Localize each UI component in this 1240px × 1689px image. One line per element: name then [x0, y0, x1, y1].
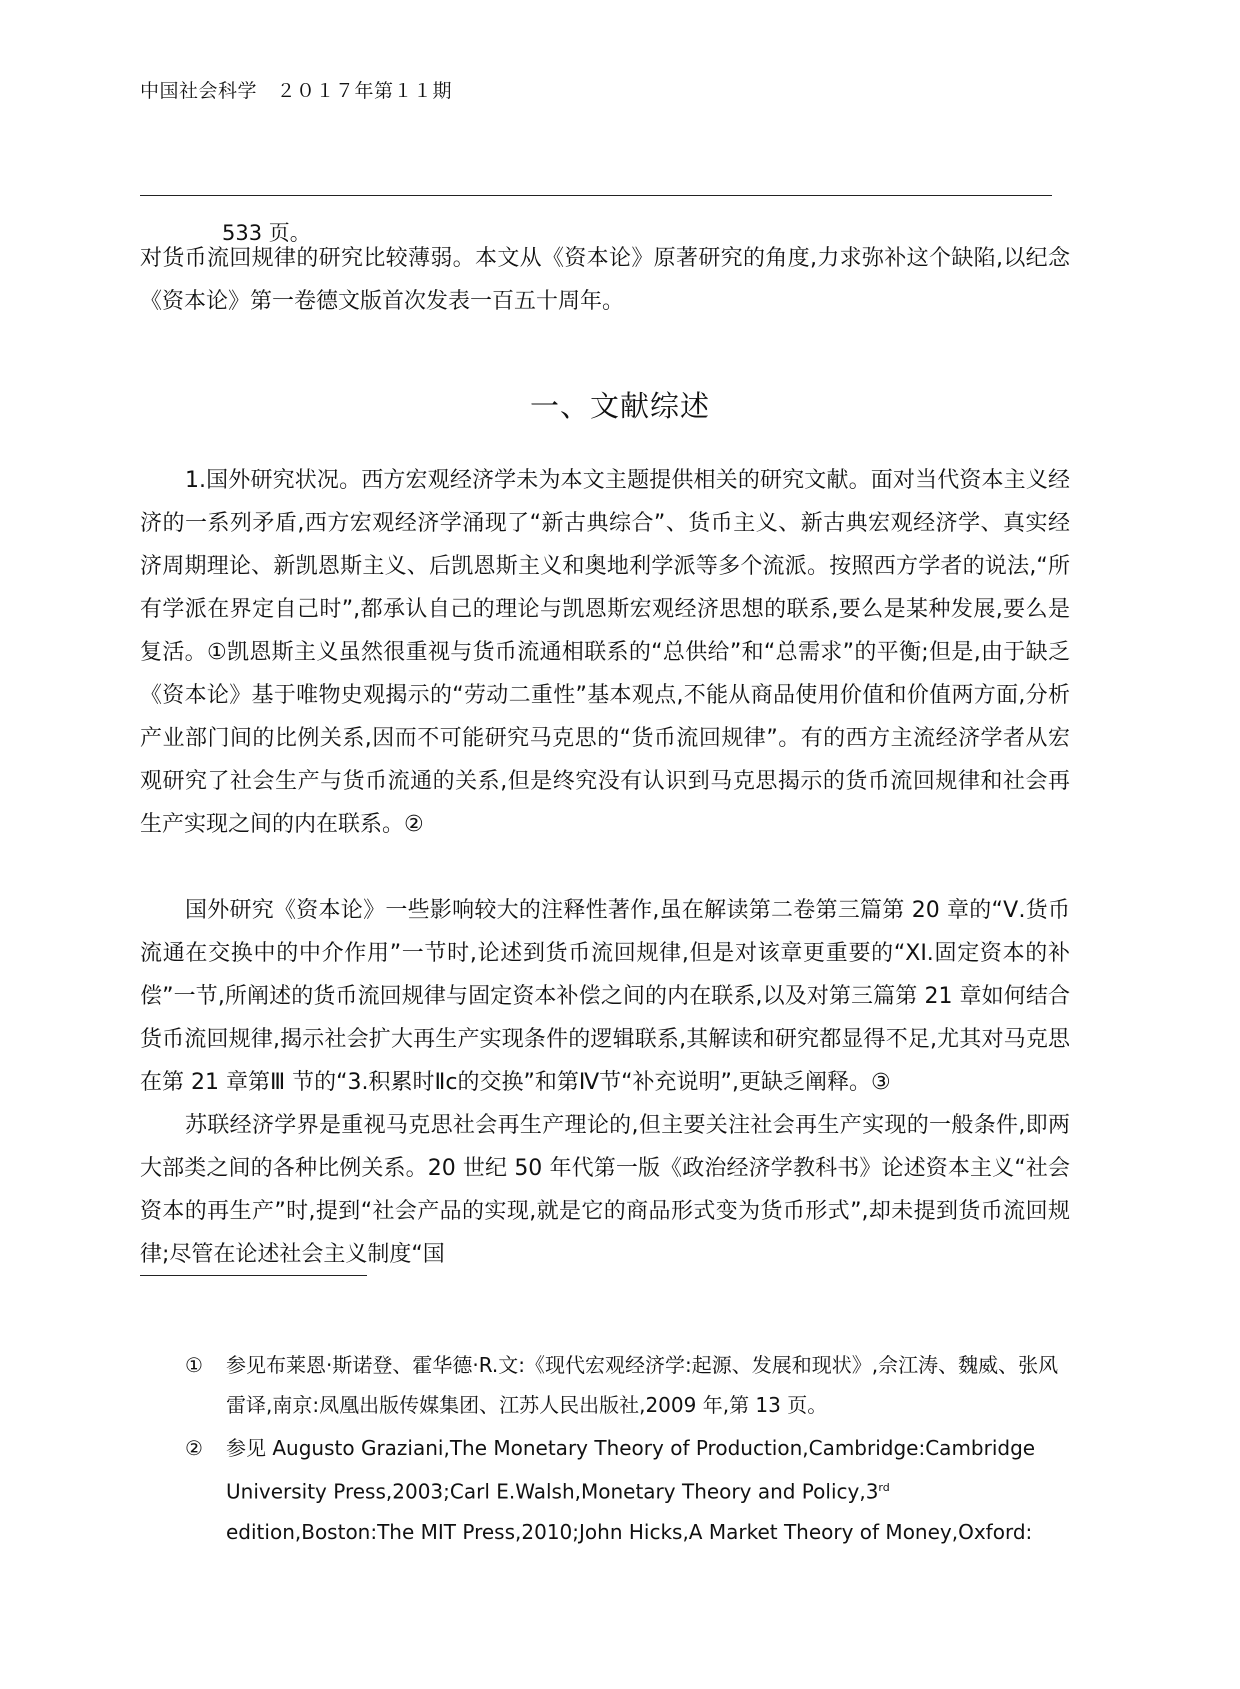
footnote-text: 参见布莱恩·斯诺登、霍华德·R.文:《现代宏观经济学:起源、发展和现状》,佘江涛、魏威、张风雷译,南京:凤凰出版传媒集团、江苏人民出版社,2009 年,第 13 页。 — [226, 1353, 1059, 1417]
body-paragraph: 苏联经济学界是重视马克思社会再生产理论的,但主要关注社会再生产实现的一般条件,即两大部类之间的各种比例关系。20 世纪 50 年代第一版《政治经济学教科书》论述资本主义“社会资本的再生产”时,提到“社会产品的实现,就是它的商品形式变为货币形式”,却未提到货币流回规律;尽管在论述社会主义制度“国 — [140, 1113, 1070, 1267]
section-heading: 一、文献综述 — [529, 389, 710, 423]
footnote-marker: ① — [185, 1353, 203, 1377]
footnote-text — [226, 1428, 1065, 1552]
footnote — [185, 1428, 1065, 1552]
intro-paragraph: 对货币流回规律的研究比较薄弱。本文从《资本论》原著研究的角度,力求弥补这个缺陷,以纪念《资本论》第一卷德文版首次发表一百五十周年。 — [140, 246, 1070, 314]
journal-header: 中国社会科学 ２０１７年第１１期 — [140, 80, 453, 102]
carryover-fragment: 533 页。 — [222, 221, 311, 245]
footnote-superscript: rd — [878, 1481, 890, 1494]
footnote-marker: ② — [185, 1436, 203, 1460]
footnote-rule — [140, 1275, 367, 1276]
footnote — [185, 1345, 1065, 1425]
body-paragraph: 1.国外研究状况。西方宏观经济学未为本文主题提供相关的研究文献。面对当代资本主义经济的一系列矛盾,西方宏观经济学涌现了“新古典综合”、货币主义、新古典宏观经济学、真实经济周期理论、新凯恩斯主义、后凯恩斯主义和奥地利学派等多个流派。按照西方学者的说法,“所有学派在界定自己时”,都承认自己的理论与凯恩斯宏观经济思想的联系,要么是某种发展,要么是复活。①凯恩斯主义虽然很重视与货币流通相联系的“总供给”和“总需求”的平衡;但是,由于缺乏《资本论》基于唯物史观揭示的“劳动二重性”基本观点,不能从商品使用价值和价值两方面,分析产业部门间的比例关系,因而不可能研究马克思的“货币流回规律”。有的西方主流经济学者从宏观研究了社会生产与货币流通的关系,但是终究没有认识到马克思揭示的货币流回规律和社会再生产实现之间的内在联系。② — [140, 468, 1070, 837]
body-paragraph: 国外研究《资本论》一些影响较大的注释性著作,虽在解读第二卷第三篇第 20 章的“Ⅴ.货币流通在交换中的中介作用”一节时,论述到货币流回规律,但是对该章更重要的“XI.固定资本的补偿”一节,所阐述的货币流回规律与固定资本补偿之间的内在联系,以及对第三篇第 21 章如何结合货币流回规律,揭示社会扩大再生产实现条件的逻辑联系,其解读和研究都显得不足,尤其对马克思在第 21 章第Ⅲ 节的“3.积累时Ⅱc的交换”和第Ⅳ节“补充说明”,更缺乏阐释。③ — [140, 898, 1070, 1095]
header-rule — [140, 195, 1052, 196]
footnote-text-part: 参见 Augusto Graziani,The Monetary Theory of Production,Cambridge:Cambridge University Press,2003;Carl E.Walsh,Monetary Theory and Policy,3 — [226, 1436, 1036, 1504]
footnote-text-part: edition,Boston:The MIT Press,2010;John Hicks,A Market Theory of Money,Oxford: — [226, 1519, 1033, 1544]
